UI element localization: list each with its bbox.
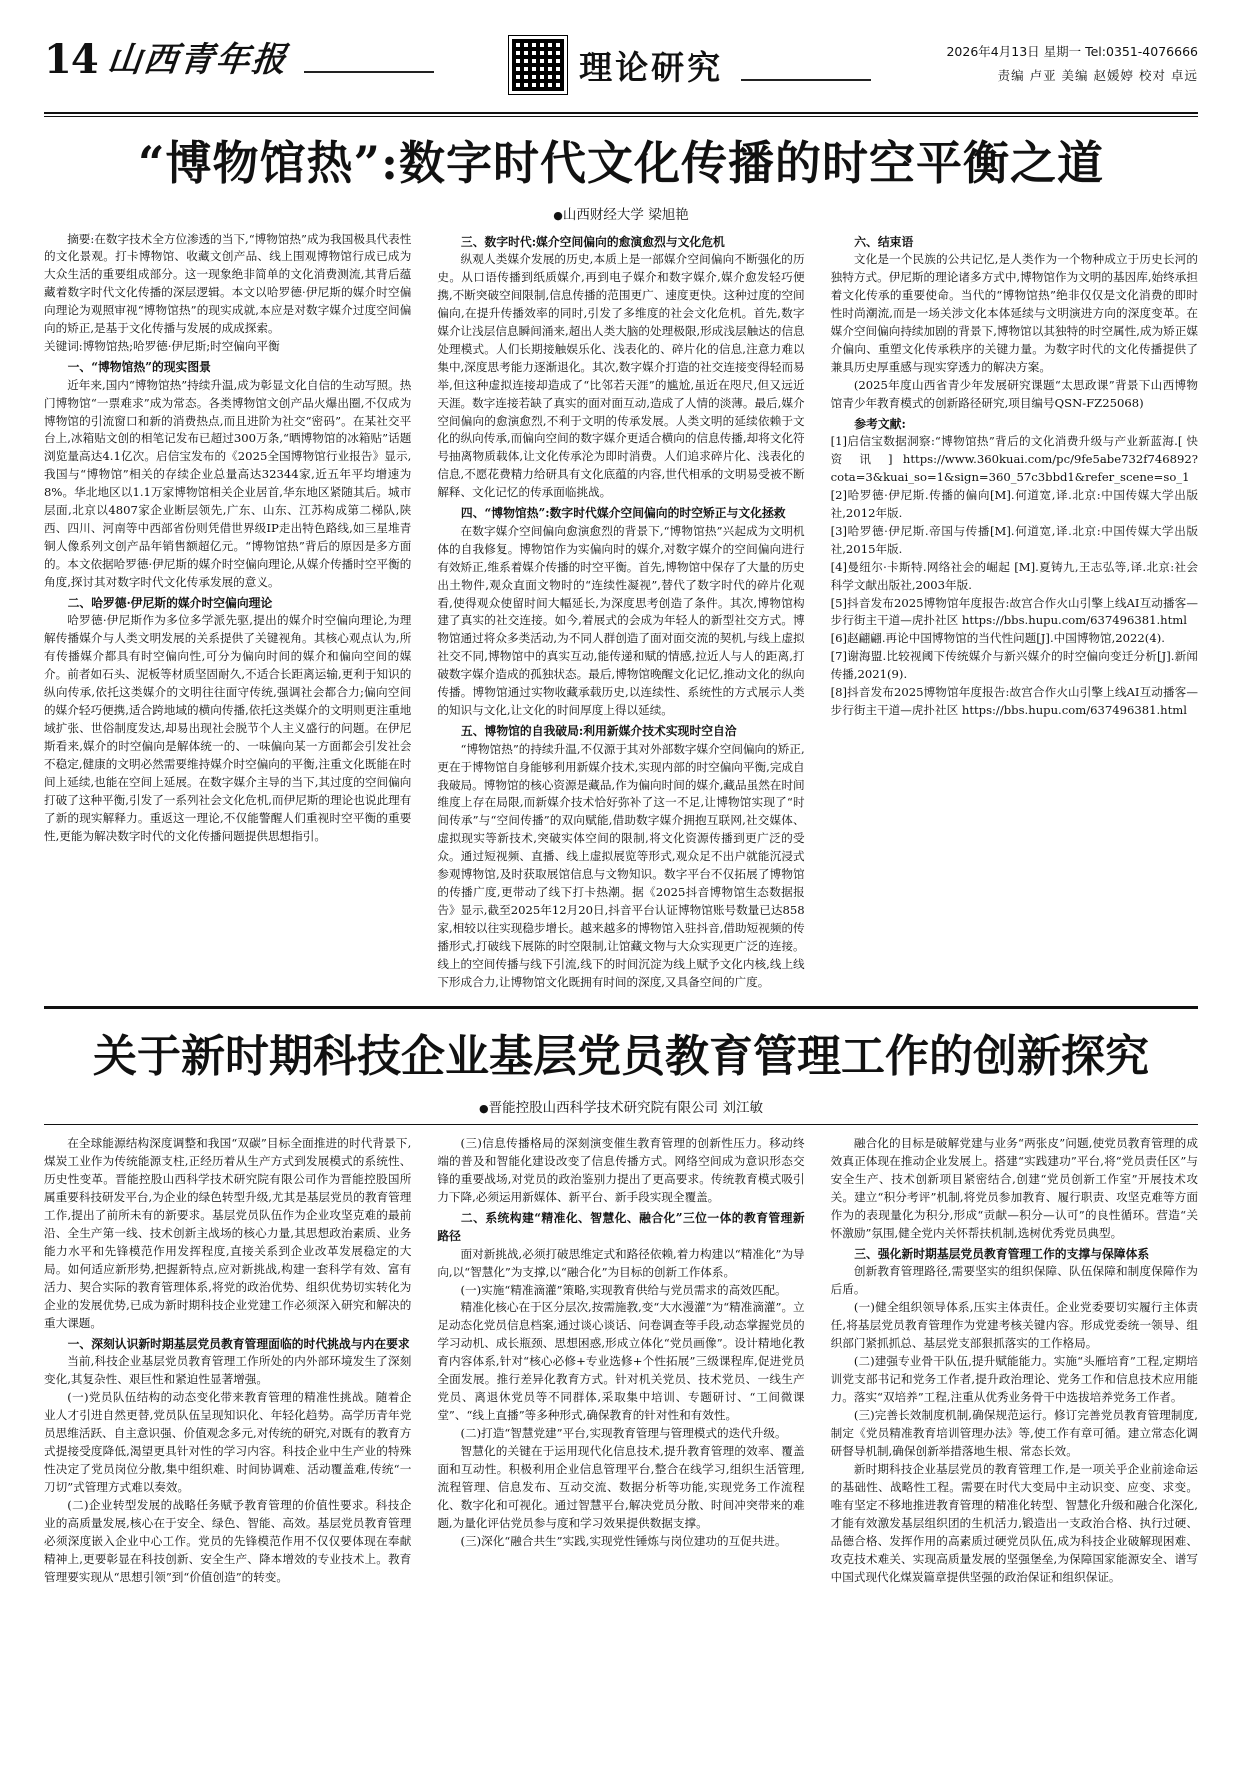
article-1-column-1: [44, 231, 411, 993]
paragraph: 精准化核心在于区分层次,按需施教,变“大水漫灌”为“精准滴灌”。立足动态化党员信息档案,通过谈心谈话、问卷调查等手段,动态掌握党员的学习动机、成长瓶颈、思想困惑,形成立体化“党员画像”。设计精地化教育内容体系,针对“核心必修+专业选修+个性拓展”三级课程库,促进党员全面发展。推行差异化教育方式。针对机关党员、技术党员、一线生产党员、离退休党员等不同群体,采取集中培训、专题研讨、“工间微课堂”、“线上直播”等多种形式,确保教育的针对性和有效性。: [437, 1300, 805, 1423]
article-2-column-2: [437, 1135, 804, 1587]
paragraph: 文化是一个民族的公共记忆,是人类作为一个物种成立于历史长河的独特方式。伊尼斯的理论诸多方式中,博物馆作为文明的基因库,始终承担着文化传承的重要使命。当代的“博物馆热”绝非仅仅是文化消费的即时性时尚潮流,而是一场关涉文化本体延续与文明演进方向的深度变革。在媒介空间偏向持续加剧的背景下,博物馆以其独特的时空属性,成为矫正媒介偏向、重塑文化传承秩序的关键力量。为数字时代的文化传播提供了兼具历史厚重感与现实穿透力的解决方案。: [830, 251, 1198, 374]
paragraph: (二)打造“智慧党建”平台,实现教育管理与管理模式的迭代升级。: [460, 1426, 787, 1441]
section-heading: 一、深刻认识新时期基层党员教育管理面临的时代挑战与内在要求: [67, 1336, 410, 1351]
article-2-headline: 关于新时期科技企业基层党员教育管理工作的创新探究: [93, 1031, 1149, 1083]
reference-item: [5]抖音发布2025博物馆年度报告:故宫合作火山引擎上线AI互动播客—步行街主干道—虎扑社区 https://bbs.hupu.com/637496381.html: [830, 595, 1198, 628]
keywords: 关键词:博物馆热;哈罗德·伊尼斯;时空偏向平衡: [44, 339, 280, 354]
paragraph: (二)企业转型发展的战略任务赋予教育管理的价值性要求。科技企业的高质量发展,核心在于安全、绿色、智能、高效。基层党员教育管理必须深度嵌入企业中心工作。党员的先锋模范作用不仅仅要体现在奉献精神上,更要彰显在科技创新、安全生产、降本增效的专业技术上。教育管理要实现从“思想引领”到“价值创造”的转变。: [44, 1497, 412, 1584]
paragraph: 在数字媒介空间偏向愈演愈烈的背景下,“博物馆热”兴起成为文明机体的自我修复。博物馆作为实偏向时的媒介,对数字媒介的空间偏向进行有效矫正,维系着媒介传播的时空平衡。首先,博物馆中保存了大量的历史出土物件,观众直面文物时的“连续性凝视”,替代了数字时代的碎片化观看,使得观众使留时间大幅延长,为深度思考创造了条件。其次,博物馆构建了真实的社交连接。如今,着展式的会成为年轻人的新型社交方式。博物馆通过将众多类活动,为不同人群创造了面对面交流的契机,与线上虚拟社交不同,博物馆中的真实互动,能传递和赋的情感,拉近人与人的距离,打破数字媒介造成的孤独状态。最后,博物馆晚醒文化记忆,推动文化的纵向传播。博物馆通过实物收藏承载历史,以连续性、系统性的方式展示人类的知识与文化,让文化的时间厚度上得以延续。: [437, 523, 805, 718]
qr-code-icon[interactable]: [509, 36, 567, 94]
article-2-column-3: [831, 1135, 1198, 1587]
publish-date: 2026年4月13日 星期一 Tel:0351-4076666: [946, 44, 1198, 59]
section-heading: 二、哈罗德·伊尼斯的媒介时空偏向理论: [67, 596, 273, 611]
reference-item: [6]赵翩翩.再论中国博物馆的当代性问题[J].中国博物馆,2022(4).: [830, 631, 1165, 646]
masthead-center: [509, 36, 877, 94]
reference-item: [7]谢海盟.比较视阈下传统媒介与新兴媒介的时空偏向变迁分析[J].新闻传播,2021(9).: [830, 649, 1198, 682]
masthead-rule-left: [304, 71, 434, 73]
paragraph: 哈罗德·伊尼斯作为多位多学派先驱,提出的媒介时空偏向理论,为理解传播媒介与人类文明发展的关系提供了关键视角。其核心观点认为,所有传播媒介都具有时空偏向性,可分为偏向时间的媒介和偏向空间的媒介。前者如石头、泥板等材质坚固耐久,不适合长距离运输,更利于知识的纵向传承,依托这类媒介的文明往往面守传统,强调社会都合力;偏向空间的媒介轻巧便携,适合跨地域的横向传播,依托这类媒介的文明则更注重地域扩张、世俗制度发达,却易出现社会脱节个人主义盛行的问题。在伊尼斯看来,媒介的时空偏向是解体统一的、一味偏向某一方面都会引发社会不稳定,健康的文明必然需要维持媒介时空偏向的平衡,注重文化既能在时间上延续,也能在空间上延展。在数字媒介主导的当下,其过度的空间偏向打破了这种平衡,引发了一系列社会文化危机,而伊尼斯的理论也说此理有了新的现实解释力。重返这一理论,不仅能警醒人们重视时空平衡的重要性,更能为解决数字时代的文化传播问题提供思想指引。: [44, 613, 412, 844]
project-note: (2025年度山西省青少年发展研究课题“太思政课”背景下山西博物馆青少年教育模式的创新路径研究,项目编号QSN-FZ25068): [830, 377, 1198, 410]
paragraph: 创新教育管理路径,需要坚实的组织保障、队伍保障和制度保障作为后盾。: [830, 1264, 1198, 1297]
bullet-icon: ●: [553, 208, 563, 222]
paragraph: (一)健全组织领导体系,压实主体责任。企业党委要切实履行主体责任,将基层党员教育管理作为党建考核关键内容。形成党委统一领导、组织部门紧抓抓总、基层党支部狠抓落实的工作格局。: [830, 1300, 1198, 1351]
section-heading: 六、结束语: [854, 234, 914, 249]
paragraph: 纵观人类媒介发展的历史,本质上是一部媒介空间偏向不断强化的历史。从口语传播到纸质媒介,再到电子媒介和数字媒介,媒介愈发轻巧便携,不断突破空间限制,信息传播的范围更广、速度更快。这种过度的空间偏向,在提升传播效率的同时,引发了多维度的社会文化危机。首先,数字媒介让浅层信息瞬间涌来,超出人类大脑的处理极限,形成浅层触达的信息处理模式。人们长期接触娱乐化、浅表化的、碎片化的信息,注意力难以集中,深度思考能力逐渐退化。其次,数字媒介打造的社交连接变得轻而易举,但这种虚拟连接却造成了“比邻若天涯”的尴尬,虽近在咫尺,但又远近天涯。数字连接若缺了真实的面对面互动,造成了人情的淡薄。最后,媒介空间偏向的愈演愈烈,不利于文明的传承发展。人类文明的延续依赖于文化的纵向传承,而偏向空间的数字媒介更适合横向的信息传播,却将文化符号抽离物质载体,让文化传承沦为即时消费。人们追求碎片化、浅表化的信息,不愿花费精力给研具有文化底蕴的内容,世代相承的文明易受被不断解释、文化记忆的传承面临挑战。: [437, 251, 805, 500]
article-2-columns: [44, 1135, 1198, 1587]
section-heading: 三、数字时代:媒介空间偏向的愈演愈烈与文化危机: [460, 234, 725, 249]
article-divider: [44, 1006, 1198, 1009]
references-heading: 参考文献:: [854, 416, 906, 431]
section-heading: 三、强化新时期基层党员教育管理工作的支撑与保障体系: [854, 1246, 1150, 1261]
section-title: 理论研究: [579, 47, 724, 87]
paragraph: 近年来,国内“博物馆热”持续升温,成为彰显文化自信的生动写照。热门博物馆“一票难求”成为常态。各类博物馆文创产品火爆出圈,不仅成为博物馆的引流窗口和新的消费热点,而且进阶为社交“密码”。在某社交平台上,冰箱贴文创的相笔记发布已超过300万条,“晒博物馆的冰箱贴”话题浏览量高达4.1亿次。启信宝发布的《2025全国博物馆行业报告》显示,我国与“博物馆”相关的存续企业总量高达32344家,近五年平均增速为8%。华北地区以1.1万家博物馆相关企业居首,华东地区紧随其后。城市层面,北京以4807家企业断层领先,广东、山东、江苏构成第二梯队,陕西、四川、河南等中西部省份则凭借世界级IP走出特色路线,如三星堆青铜人像系列文创产品年销售额超亿元。“博物馆热”背后的原因是多方面的。本文依据哈罗德·伊尼斯的媒介时空偏向理论,从媒介传播时空平衡的角度,探讨其对数字时代文化传承发展的意义。: [44, 377, 412, 590]
masthead: [44, 34, 1198, 108]
reference-item: [1]启信宝数据洞察:“博物馆热”背后的文化消费升级与产业新蓝海.[ 快 资 讯 ] https://www.360kuai.com/pc/9fe5abe732f746892?cota=3&kuai_so=1&sign=360_57c3bbd1&refer_scene=so_1: [830, 433, 1198, 484]
page-number: 14: [44, 36, 98, 83]
article-1-headline: “博物馆热”:数字时代文化传播的时空平衡之道: [138, 136, 1104, 190]
paragraph: 面对新挑战,必须打破思维定式和路径依赖,着力构建以“精准化”为导向,以“智慧化”为支撑,以“融合化”为目标的创新工作体系。: [437, 1246, 805, 1279]
reference-item: [8]抖音发布2025博物馆年度报告:故宫合作火山引擎上线AI互动播客—步行街主干道—虎扑社区 https://bbs.hupu.com/637496381.html: [830, 685, 1198, 718]
paragraph: (三)信息传播格局的深刻演变催生教育管理的创新性压力。移动终端的普及和智能化建设改变了信息传播方式。网络空间成为意识形态交锋的重要战场,对党员的政治鉴别力提出了更高要求。传统教育模式吸引力下降,必须运用新媒体、新平台、新手段实现全覆盖。: [437, 1136, 805, 1205]
paragraph: (二)建强专业骨干队伍,提升赋能能力。实施“头雁培育”工程,定期培训党支部书记和党务工作者,提升政治理论、党务工作和信息技术应用能力。落实“双培养”工程,注重从优秀业务骨干中选拔培养党务工作者。: [830, 1354, 1198, 1404]
reference-item: [4]曼纽尔·卡斯特.网络社会的崛起 [M].夏铸九,王志弘等,译.北京:社会科学文献出版社,2003年版.: [830, 559, 1198, 592]
masthead-divider-2: [44, 116, 1198, 117]
editor-credits: 责编 卢亚 美编 赵媛婷 校对 卓远: [997, 67, 1198, 83]
paragraph: (一)党员队伍结构的动态变化带来教育管理的精准性挑战。随着企业人才引进自然更替,党员队伍呈现知识化、年轻化趋势。高学历青年党员思维活跃、自主意识强、价值观念多元,对传统的研究,对既有的教育方式提接受度降低,渴望更具针对性的学习内容。科技企业中生产业的特殊性决定了党员岗位分散,集中组织难、时间协调难、活动覆盖难,传统“一刀切”式管理方式难以奏效。: [44, 1390, 412, 1494]
paper-name: 山西青年报: [105, 40, 290, 80]
masthead-left: [44, 34, 440, 83]
paragraph: (一)实施“精准滴灌”策略,实现教育供给与党员需求的高效匹配。: [460, 1282, 787, 1297]
paragraph: 新时期科技企业基层党员的教育管理工作,是一项关乎企业前途命运的基础性、战略性工程。需要在时代大变局中主动识变、应变、求变。唯有坚定不移地推进教育管理的精准化转型、智慧化升级和融合化深化,才能有效激发基层组织团的生机活力,锻造出一支政治合格、执行过硬、品德合格、发挥作用的高素质过硬党员队伍,成为科技企业破解现困难、攻克技术难关、实现高质量发展的坚强堡垒,为保障国家能源安全、谱写中国式现代化煤炭篇章提供坚强的政治保证和组织保证。: [830, 1461, 1198, 1584]
article-2-byline: [44, 1096, 1198, 1116]
article-2: [44, 1029, 1198, 1587]
paragraph: 融合化的目标是破解党建与业务“两张皮”问题,使党员教育管理的成效真正体现在推动企业发展上。搭建“实践建功”平台,将“党员责任区”与安全生产、技术创新项目紧密结合,创建“党员创新工作室”开展技术攻关。建立“积分考评”机制,将党员参加教育、履行职责、攻坚克难等方面作为的表现量化为积分,形成“贡献—积分—认可”的良性循环。营造“关怀激励”氛围,健全党内关怀帮扶机制,选树优秀党员典型。: [830, 1136, 1198, 1240]
article-1-columns: [44, 231, 1198, 993]
article-2-column-1: [44, 1135, 411, 1587]
paragraph: “博物馆热”的持续升温,不仅源于其对外部数字媒介空间偏向的矫正,更在于博物馆自身能够利用新媒介技术,实现内部的时空偏向平衡,完成自我破局。博物馆的核心资源是藏品,作为偏向时间的媒介,藏品虽然在时间维度上存在局限,而新媒介技术恰好弥补了这一不足,让博物馆实现了“时间传承”与“空间传播”的双向赋能,借助数字媒介拥抱互联网,社交媒体、虚拟现实等新技术,突破实体空间的限制,将文化资源传播到更广泛的受众。通过短视频、直播、线上虚拟展览等形式,观众足不出户就能沉浸式参观博物馆,及时获取展馆信息与文物知识。数字平台不仅拓展了博物馆的传播广度,更带动了线下打卡热潮。据《2025抖音博物馆生态数据报告》显示,截至2025年12月20日,抖音平台认证博物馆账号数量已达858家,相较以往实现稳步增长。越来越多的博物馆入驻抖音,借助短视频的传播形式,打破线下展陈的时空限制,让馆藏文物与大众实现更广泛的连接。线上的空间传播与线下引流,线下的时间沉淀为线上赋予文化内核,线上线下形成合力,让博物馆文化既拥有时间的深度,又具备空间的广度。: [437, 741, 805, 990]
section-heading: 一、“博物馆热”的现实图景: [67, 360, 211, 375]
masthead-divider: [44, 112, 1198, 114]
article-1-byline: [44, 203, 1198, 223]
reference-item: [3]哈罗德·伊尼斯.帝国与传播[M].何道宽,译.北京:中国传媒大学出版社,2015年版.: [830, 523, 1198, 556]
reference-item: [2]哈罗德·伊尼斯.传播的偏向[M].何道宽,译.北京:中国传媒大学出版社,2012年版.: [830, 487, 1198, 520]
article-1-column-3: [831, 231, 1198, 993]
section-heading: 五、博物馆的自我破局:利用新媒介技术实现时空自洽: [460, 724, 737, 739]
paragraph: 摘要:在数字技术全方位渗透的当下,“博物馆热”成为我国极具代表性的文化景观。打卡博物馆、收藏文创产品、线上围观博物馆行成已成为大众生活的重要组成部分。这一现象绝非简单的文化消费测流,其背后蕴藏着数字时代文化传播的深层逻辑。本文以哈罗德·伊尼斯的媒介时空偏向理论为观照审视“博物馆热”的现实成就,本应是对数字媒介过度空间偏向的矫正,是基于文化传播与发展的成成探索。: [44, 231, 412, 336]
masthead-rule-right: [741, 79, 871, 81]
paragraph: 智慧化的关键在于运用现代化信息技术,提升教育管理的效率、覆盖面和互动性。积极利用企业信息管理平台,整合在线学习,组织生活管理,流程管理、信息发布、互动交流、数据分析等功能,实现党务工作流程化、数字化和可视化。通过智慧平台,解决党员分散、时间冲突带来的难题,为量化评估党员参与度和学习效果提供数据支撑。: [437, 1444, 805, 1531]
bullet-icon: ●: [479, 1102, 489, 1116]
masthead-right: [946, 34, 1198, 88]
article-1-column-2: [437, 231, 804, 993]
article-1: [44, 135, 1198, 992]
paragraph: (三)深化“融合共生”实践,实现党性锤炼与岗位建功的互促共进。: [460, 1534, 787, 1549]
article-2-rule: [44, 1124, 1198, 1125]
article-2-author: 晋能控股山西科学技术研究院有限公司 刘江敏: [488, 1100, 763, 1117]
paragraph: (三)完善长效制度机制,确保规范运行。修订完善党员教育管理制度,制定《党员精准教育培训管理办法》等,使工作有章可循。建立常态化调研督导机制,确保创新举措落地生根、常态长效。: [830, 1407, 1198, 1458]
section-heading: 四、“博物馆热”:数字时代媒介空间偏向的时空矫正与文化拯救: [460, 506, 786, 521]
article-1-author: 山西财经大学 梁旭艳: [562, 206, 689, 223]
section-heading: 二、系统构建“精准化、智慧化、融合化”三位一体的教育管理新路径: [437, 1211, 805, 1244]
paragraph: 当前,科技企业基层党员教育管理工作所处的内外部环境发生了深刻变化,其复杂性、艰巨性和紧迫性显著增强。: [44, 1354, 412, 1387]
paragraph: 在全球能源结构深度调整和我国“双碳”目标全面推进的时代背景下,煤炭工业作为传统能源支柱,正经历着从生产方式到发展模式的系统性、历史性变革。晋能控股山西科学技术研究院有限公司作为晋能控股国所属重要科技研发平台,为企业的绿色转型升级,尤其是基层党员的教育管理工作,提出了前所未有的新要求。基层党员队伍作为企业攻坚克难的最前沿、全生产第一线、技术创新主战场的核心力量,其思想政治素质、业务能力水平和先锋模范作用发挥程度,直接关系到企业改革发展稳定的大局。如何适应新形势,把握新特点,应对新挑战,构建一套科学有效、富有活力、契合实际的教育管理体系,将党的政治优势、组织优势切实转化为企业的发展优势,已成为新时期科技企业党建工作必须深入研究和解决的重大课题。: [44, 1136, 412, 1330]
